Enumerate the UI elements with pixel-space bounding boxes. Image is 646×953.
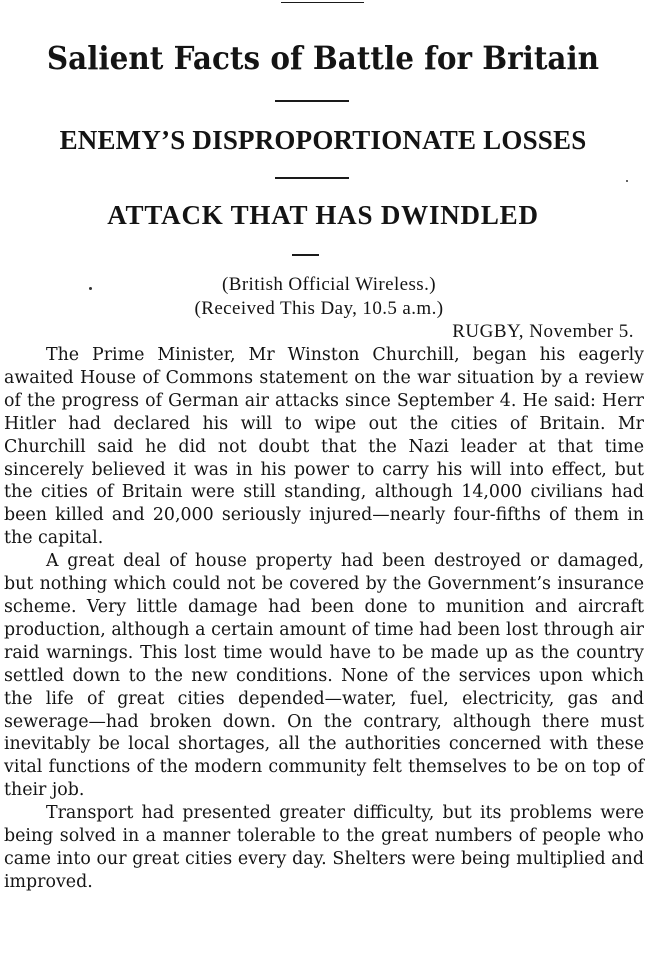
print-speck (626, 180, 628, 182)
subheading-losses: ENEMY’S DISPROPORTIONATE LOSSES (59, 125, 587, 155)
article-body (4, 344, 644, 894)
received-time: (Received This Day, 10.5 a.m.) (194, 298, 444, 319)
divider-rule (275, 177, 349, 179)
dateline: RUGBY, November 5. (452, 321, 634, 342)
subheading-attack: ATTACK THAT HAS DWINDLED (107, 200, 539, 230)
headline: Salient Facts of Battle for Britain (46, 39, 600, 77)
source-credit: (British Official Wireless.) (222, 274, 436, 295)
divider-rule (292, 254, 319, 256)
top-rule (281, 2, 364, 3)
divider-rule (275, 100, 349, 102)
article-paragraph: The Prime Minister, Mr Winston Churchill, began his eagerly awaited House of Commons statement on the war situation by a review of the progress of German air attacks since September 4. He said: Herr Hitler had declared his will to wipe out the cities of Britain. Mr Churchill said he did not doubt that the Nazi leader at that time sincerely believed it was in his power to carry his will into effect, but the cities of Britain were still standing, although 14,000 civilians had been killed and 20,000 seriously injured—nearly four-fifths of them in the capital. (4, 345, 644, 549)
article-paragraph: Transport had presented greater difficulty, but its problems were being solved in a manner tolerable to the great numbers of people who came into our great cities every day. Shelters were being multiplied and improved. (4, 803, 644, 892)
article-paragraph: A great deal of house property had been destroyed or damaged, but nothing which could not be covered by the Government’s insurance scheme. Very little damage had been done to munition and aircraft production, although a certain amount of time had been lost through air raid warnings. This lost time would have to be made up as the country settled down to the new conditions. None of the services upon which the life of great cities depended—water, fuel, electricity, gas and sewerage—had broken down. On the contrary, although there must inevitably be local shortages, all the authorities concerned with these vital functions of the modern community felt themselves to be on top of their job. (4, 551, 644, 801)
